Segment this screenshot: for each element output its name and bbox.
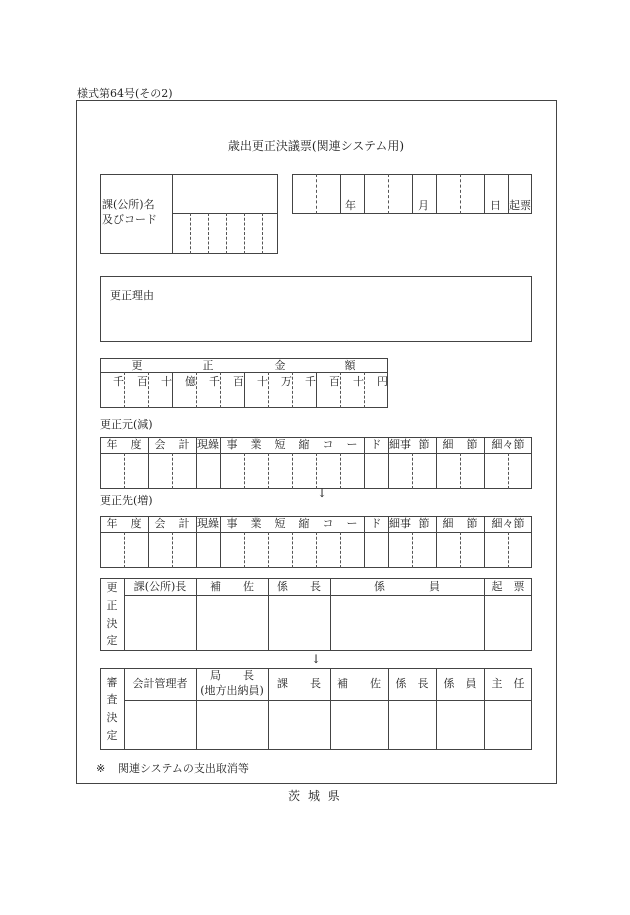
code-header-cell: 会 — [154, 517, 166, 531]
code-table-divider — [460, 453, 461, 489]
code-header-cell: 事 — [226, 438, 238, 452]
audit-header-bureau-chief-line2: (地方出納員) — [200, 684, 264, 697]
code-header-cell: 節 — [466, 517, 478, 531]
prefecture-name: 茨 城 県 — [288, 789, 342, 803]
code-header-cell: 節 — [466, 438, 478, 452]
code-header-cell: 現繰 — [197, 438, 219, 452]
approval-vertical-char: 更 — [106, 581, 118, 595]
amount-digit-label: 千 — [209, 375, 220, 388]
approval-header-kippyo: 起 票 — [491, 579, 525, 593]
amount-divider — [220, 372, 221, 408]
code-header-cell: コ — [322, 517, 334, 531]
code-header-cell: 計 — [178, 438, 190, 452]
reason-box[interactable] — [100, 276, 532, 342]
amount-digit-label: 百 — [233, 375, 244, 388]
code-table-divider — [244, 453, 245, 489]
code-table-divider — [292, 532, 293, 568]
amount-divider — [364, 372, 365, 408]
code-header-cell: 節 — [418, 438, 430, 452]
approval-vertical-char: 決 — [106, 616, 118, 630]
code-table-divider — [460, 532, 461, 568]
dept-label-2: 及びコード — [102, 213, 157, 226]
code-table-divider — [412, 532, 413, 568]
date-year: 年 — [345, 199, 356, 212]
code-table-divider — [316, 532, 317, 568]
code-header-cell: 細々節 — [491, 517, 525, 531]
amount-digit-label: 百 — [329, 375, 340, 388]
approval-header-subsection-chief: 係 長 — [277, 579, 321, 593]
audit-header-section-chief: 課 長 — [277, 677, 321, 691]
amount-header-char: 更 — [131, 359, 143, 372]
approval-vertical-char: 正 — [106, 598, 118, 612]
code-table-divider — [340, 532, 341, 568]
code-table-divider — [412, 453, 413, 489]
amount-digit-label: 十 — [161, 375, 172, 388]
code-table-divider — [172, 453, 173, 489]
amount-header-char: 正 — [202, 359, 214, 372]
code-header-cell: ド — [370, 438, 382, 452]
code-header-cell: 縮 — [298, 517, 310, 531]
amount-digit-label: 百 — [137, 375, 148, 388]
dept-label-1: 課(公所)名 — [102, 198, 155, 211]
amount-divider — [172, 372, 173, 408]
amount-digit-label: 千 — [305, 375, 316, 388]
code-header-cell: 会 — [154, 438, 166, 452]
audit-vertical-char: 決 — [106, 711, 118, 724]
code-table-divider — [316, 453, 317, 489]
amount-digit-label: 十 — [353, 375, 364, 388]
date-month: 月 — [418, 199, 429, 212]
approval-header-assistant: 補 佐 — [210, 579, 254, 593]
code-table-divider — [340, 453, 341, 489]
audit-vertical-char: 査 — [106, 693, 118, 707]
amount-digit-label: 千 — [113, 375, 124, 388]
audit-vertical-char: 審 — [106, 675, 118, 689]
code-header-cell: ー — [346, 438, 358, 452]
amount-header-char: 額 — [344, 359, 356, 372]
down-arrow: ↓ — [316, 486, 328, 500]
code-header-cell: 短 — [274, 517, 286, 531]
code-header-cell: 細事 — [389, 517, 411, 531]
amount-divider — [244, 372, 245, 408]
approval-header-staff: 係 員 — [374, 579, 440, 593]
code-table-divider — [172, 532, 173, 568]
code-table-divider — [124, 453, 125, 489]
code-table-divider — [508, 453, 509, 489]
amount-header-char: 金 — [274, 359, 286, 372]
amount-divider — [268, 372, 269, 408]
note-text: 関連システムの支出取消等 — [118, 762, 249, 775]
approval-header-section-chief: 課(公所)長 — [133, 579, 187, 593]
code-table-divider — [508, 532, 509, 568]
code-header-cell: 縮 — [298, 438, 310, 452]
code-header-cell: 細々節 — [491, 438, 525, 452]
code-header-cell: 細 — [442, 438, 454, 452]
code-header-cell: 業 — [250, 517, 262, 531]
code-header-cell: ド — [370, 517, 382, 531]
audit-header-bureau-chief — [196, 668, 268, 700]
audit-header-subsection-chief: 係 長 — [395, 677, 429, 691]
date-kippyo: 起票 — [509, 199, 531, 212]
audit-header-bureau-chief-line1: 局 長 — [210, 669, 254, 683]
original-label: 更正元(減) — [100, 418, 153, 431]
amount-digit-label: 万 — [281, 375, 292, 388]
code-table-divider — [268, 532, 269, 568]
amount-digit-label: 円 — [377, 375, 388, 388]
reason-label: 更正理由 — [110, 289, 154, 302]
approval-vertical-char: 定 — [106, 634, 118, 648]
date-day: 日 — [490, 199, 501, 212]
code-table-divider — [292, 453, 293, 489]
code-header-cell: 短 — [274, 438, 286, 452]
down-arrow: ↓ — [310, 652, 322, 666]
amount-digit-label: 十 — [257, 375, 268, 388]
code-header-cell: コ — [322, 438, 334, 452]
code-header-cell: 現繰 — [197, 517, 219, 531]
audit-header-accounting-manager: 会計管理者 — [132, 677, 188, 691]
code-header-cell: 年 — [106, 517, 118, 531]
audit-header-supervisor: 主 任 — [491, 677, 525, 691]
code-header-cell: 事 — [226, 517, 238, 531]
code-table-divider — [244, 532, 245, 568]
amount-divider — [340, 372, 341, 408]
code-header-cell: 細事 — [389, 438, 411, 452]
amount-digit-label: 億 — [185, 375, 196, 388]
amount-divider — [316, 372, 317, 408]
code-header-cell: 細 — [442, 517, 454, 531]
code-header-cell: 節 — [418, 517, 430, 531]
audit-header-staff: 係 員 — [443, 677, 477, 691]
code-header-cell: ー — [346, 517, 358, 531]
amount-divider — [148, 372, 149, 408]
amount-divider — [292, 372, 293, 408]
note-mark: ※ — [96, 762, 106, 775]
code-table-divider — [268, 453, 269, 489]
code-header-cell: 度 — [130, 438, 142, 452]
amount-divider — [124, 372, 125, 408]
code-header-cell: 業 — [250, 438, 262, 452]
form-label: 様式第64号(その2) — [77, 87, 173, 100]
code-header-cell: 度 — [130, 517, 142, 531]
amount-divider — [196, 372, 197, 408]
code-header-cell: 計 — [178, 517, 190, 531]
code-table-divider — [124, 532, 125, 568]
destination-label: 更正先(増) — [100, 494, 153, 507]
audit-header-assistant: 補 佐 — [337, 677, 381, 691]
audit-vertical-char: 定 — [106, 728, 118, 742]
code-header-cell: 年 — [106, 438, 118, 452]
form-title: 歳出更正決議票(関連システム用) — [227, 139, 405, 153]
